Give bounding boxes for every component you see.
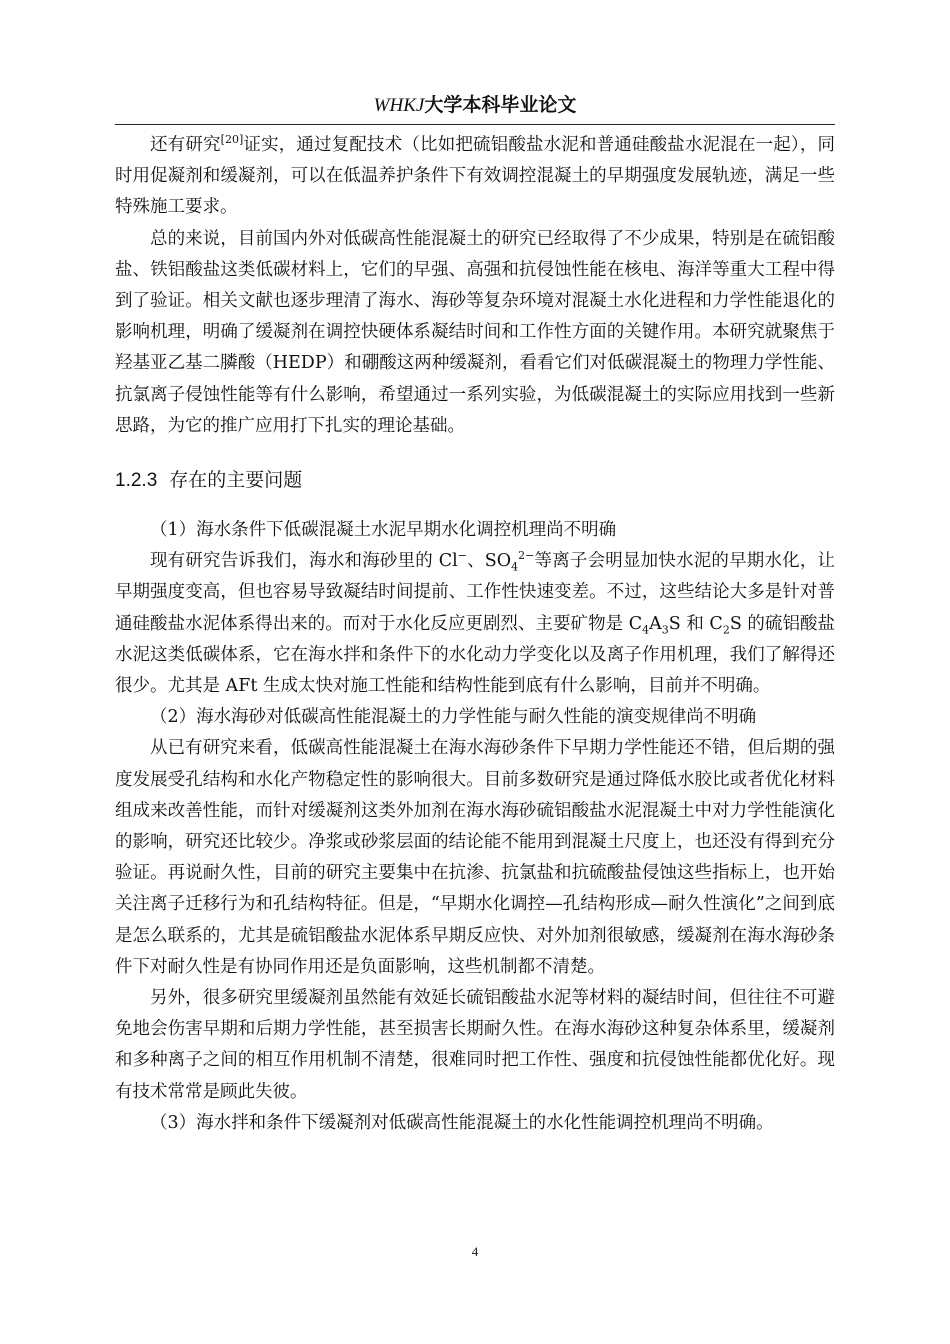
subscript: 4 [642,623,650,637]
issue-3-title: （3）海水拌和条件下缓凝剂对低碳高性能混凝土的水化性能调控机理尚不明确。 [150,1112,774,1133]
header-title-latin: WHKJ [373,95,425,116]
subscript: 3 [661,623,669,637]
section-heading [115,460,835,501]
paragraph-text: 现有研究告诉我们，海水和海砂里的 Cl [150,551,458,572]
paragraph-text: 等离子会明显加快水泥的早期水化，让早期强度变高，但也容易导致凝结时间提前、工作性快速变差。不过，这些结论大多是针对普通硅酸盐水泥体系得出来的。而对于水化反应更剧烈、主要矿物是 C [115,551,836,634]
page-number: 4 [471,1244,479,1259]
citation-ref: [20] [220,133,244,147]
issue-2-extra: 另外，很多研究里缓凝剂虽然能有效延长硫铝酸盐水泥等材料的凝结时间，但往往不可避免地会伤害早期和后期力学性能，甚至损害长期耐久性。在海水海砂这种复杂体系里，缓凝剂和多种离子之间的相互作用机制不清楚，很难同时把工作性、强度和抗侵蚀性能都优化好。现有技术常常是顾此失彼。 [115,988,835,1102]
superscript: − [457,549,467,563]
header-title-cn: 大学本科毕业论文 [424,94,577,116]
paragraph-complex-formulation [115,130,835,224]
spacer [115,501,835,515]
paragraph-text: 证实，通过复配技术（比如把硫铝酸盐水泥和普通硅酸盐水泥混在一起），同时用促凝剂和缓凝剂，可以在低温养护条件下有效调控混凝土的早期强度发展轨迹，满足一些特殊施工要求。 [115,135,836,218]
subscript: 4 [511,560,519,574]
paragraph-summary: 总的来说，目前国内外对低碳高性能混凝土的研究已经取得了不少成果，特别是在硫铝酸盐、铁铝酸盐这类低碳材料上，它们的早强、高强和抗侵蚀性能在核电、海洋等重大工程中得到了验证。相关文献也逐步理清了海水、海砂等复杂环境对混凝土水化进程和力学性能退化的影响机理，明确了缓凝剂在调控快硬体系凝结时间和工作性方面的关键作用。本研究就聚焦于羟基亚乙基二膦酸（HEDP）和硼酸这两种缓凝剂，看看它们对低碳混凝土的物理力学性能、抗氯离子侵蚀性能等有什么影响，希望通过一系列实验，为低碳混凝土的实际应用找到一些新思路，为它的推广应用打下扎实的理论基础。 [115,228,835,436]
issue-2-body: 从已有研究来看，低碳高性能混凝土在海水海砂条件下早期力学性能还不错，但后期的强度发展受孔结构和水化产物稳定性的影响很大。目前多数研究是通过降低水胶比或者优化材料组成来改善性能，而针对缓凝剂这类外加剂在海水海砂硫铝酸盐水泥混凝土中对力学性能演化的影响，研究还比较少。净浆或砂浆层面的结论能不能用到混凝土尺度上，也还没有得到充分验证。再说耐久性，目前的研究主要集中在抗渗、抗氯盐和抗硫酸盐侵蚀这些指标上，也开始关注离子迁移行为和孔结构特征。但是，“早期水化调控—孔结构形成—耐久性演化”之间到底是怎么联系的，尤其是硫铝酸盐水泥体系早期反应快、对外加剂很敏感，缓凝剂在海水海砂条件下对耐久性是有协同作用还是负面影响，这些机制都不清楚。 [115,738,835,977]
paragraph-text: S 的硫铝酸盐水泥这类低碳体系，它在海水拌和条件下的水化动力学变化以及离子作用机理，我们了解得还很少。尤其是 AFt 生成太快对施工性能和结构性能到底有什么影响，目前并不明确。 [115,613,835,697]
running-header [115,92,835,118]
section-title: 存在的主要问题 [169,469,303,492]
paragraph-text: 还有研究 [150,135,221,155]
paragraph-text: S 和 C [668,613,723,634]
paragraph-text: A [649,613,662,634]
spacer [115,442,835,460]
issue-1-title: （1）海水条件下低碳混凝土水泥早期水化调控机理尚不明确 [150,520,617,541]
issue-2-title: （2）海水海砂对低碳高性能混凝土的力学性能与耐久性能的演变规律尚不明确 [150,707,757,728]
superscript: 2− [518,549,535,563]
paragraph-text: 、SO [466,551,512,572]
body-text [115,130,835,1139]
section-number: 1.2.3 [115,470,158,492]
issue-1-body [115,546,835,702]
subscript: 2 [722,623,730,637]
header-rule [115,124,835,125]
